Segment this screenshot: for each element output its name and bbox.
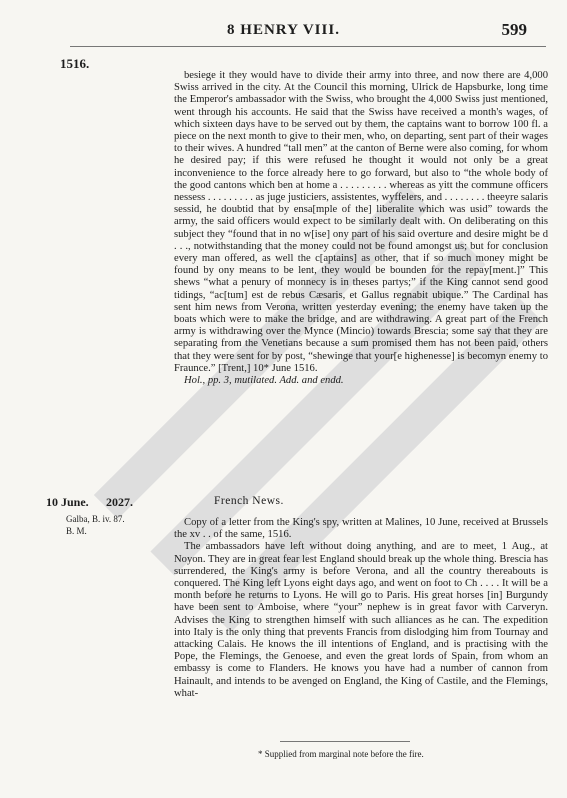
- repository-reference: B. M.: [66, 526, 87, 536]
- body-paragraph: Copy of a letter from the King's spy, written at Malines, 10 June, received at Brussels the xv . . of the same, 1516.: [174, 517, 548, 541]
- entry-title: French News.: [214, 495, 284, 507]
- header-rule: [70, 46, 546, 47]
- page-number: 599: [501, 20, 527, 39]
- source-citation: Hol., pp. 3, mutilated. Add. and endd.: [184, 375, 344, 387]
- footnote: * Supplied from marginal note before the fire.: [258, 749, 424, 759]
- manuscript-reference: Galba, B. iv. 87.: [66, 514, 125, 524]
- entry-continuation: [174, 70, 548, 387]
- body-paragraph: besiege it they would have to divide their army into three, and now there are 4,000 Swiss arrived in the city. At the Council this morning, Ulrick de Hapsburke, long time the Emperor's ambassador with the Swiss, who brought the 4,000 Swiss just mentioned, went through his accounts. He said that the Swiss have received a month's wages, of which sixteen days have to be served out by them, the captains want to borrow 100 fl. a piece on the next month to give to their men, who, on departing, sent part of their wages to their wives. A hundred “tall men” at the canton of Berne were also coming, for whom he desired pay; if this were refused he thought it would not only be a great inconvenience to the force already here to go forward, but also to “the whole body of the good cantons which ben at home a . . . . . . . . . whereas as yitt the commune officers nessess . . . . . . . . . as juge justiciers, assistentes, wyffelers, and . . . . . . . . theeyre salaris sessid, he doubtid that by ensa[mple of the] liberalite which was usid” towards the army, the said officers would expect to be similarly dealt with. On deliberating on this subject they “found that in no w[ise] ony part of his said overture and desire might be d . . ., notwithstanding that the money could not be found amongst us; but for conclusion every man offered, as well the c[aptains] as other, that if so much money might be found by ony means to be lent, they would be bounden for the repay[ment.]” This shews “what a penury of monnecy is in theses partys;” if the King cannot send good tidings, “ac[tum] est de rebus Cæsaris, et Gallus regnabit ubique.” The Cardinal has sent him news from Verona, written yesterday evening; the enemy have taken up the boats which were to make the bridge, and are withdrawing. A great part of the French army is withdrawing over the Mynce (Mincio) towards Brescia; some say that they are separating from the Venetians because a sum promised them has not been paid, others that they were sent for by post, “shewinge that your[e highenesse] is becomyn enemy to Fraunce.” [Trent,] 10* June 1516.: [174, 70, 548, 374]
- running-title: 8 HENRY VIII.: [227, 22, 340, 38]
- footnote-rule: [280, 741, 410, 742]
- entry-number: 2027.: [106, 495, 133, 509]
- page-header: [0, 18, 567, 42]
- body-paragraph: The ambassadors have left without doing anything, and are to meet, 1 Aug., at Noyon. They are in great fear lest England should break up the whole thing. Brescia has surrendered, the King's army is before Verona, and all the country thereabouts is conquered. The King left Lyons eight days ago, and went on foot to Ch . . . . It will be a month before he returns to Lyons. He will go to Paris. His great horses [in] Burgundy have been sent to Amboise, where “your” nephew is in great favor with Carveryn. Advises the King to strengthen himself with such alliances as he can. The expedition into Italy is the only thing that prevents Francis from dislodging him from Tournay and attacking Calais. He knows the ill intentions of England, and is practising with the Pope, the Flemings, the Genoese, and even the great lords of Spain, from whom an embassy is come to Flanders. He knows you have had a number of cannon from Hainault, and intends to be avenged on England, the King of Castile, and the Flemings, what-: [174, 541, 548, 699]
- entry-body: [174, 517, 548, 700]
- margin-year: 1516.: [60, 56, 90, 71]
- entry-date: 10 June.: [46, 495, 89, 509]
